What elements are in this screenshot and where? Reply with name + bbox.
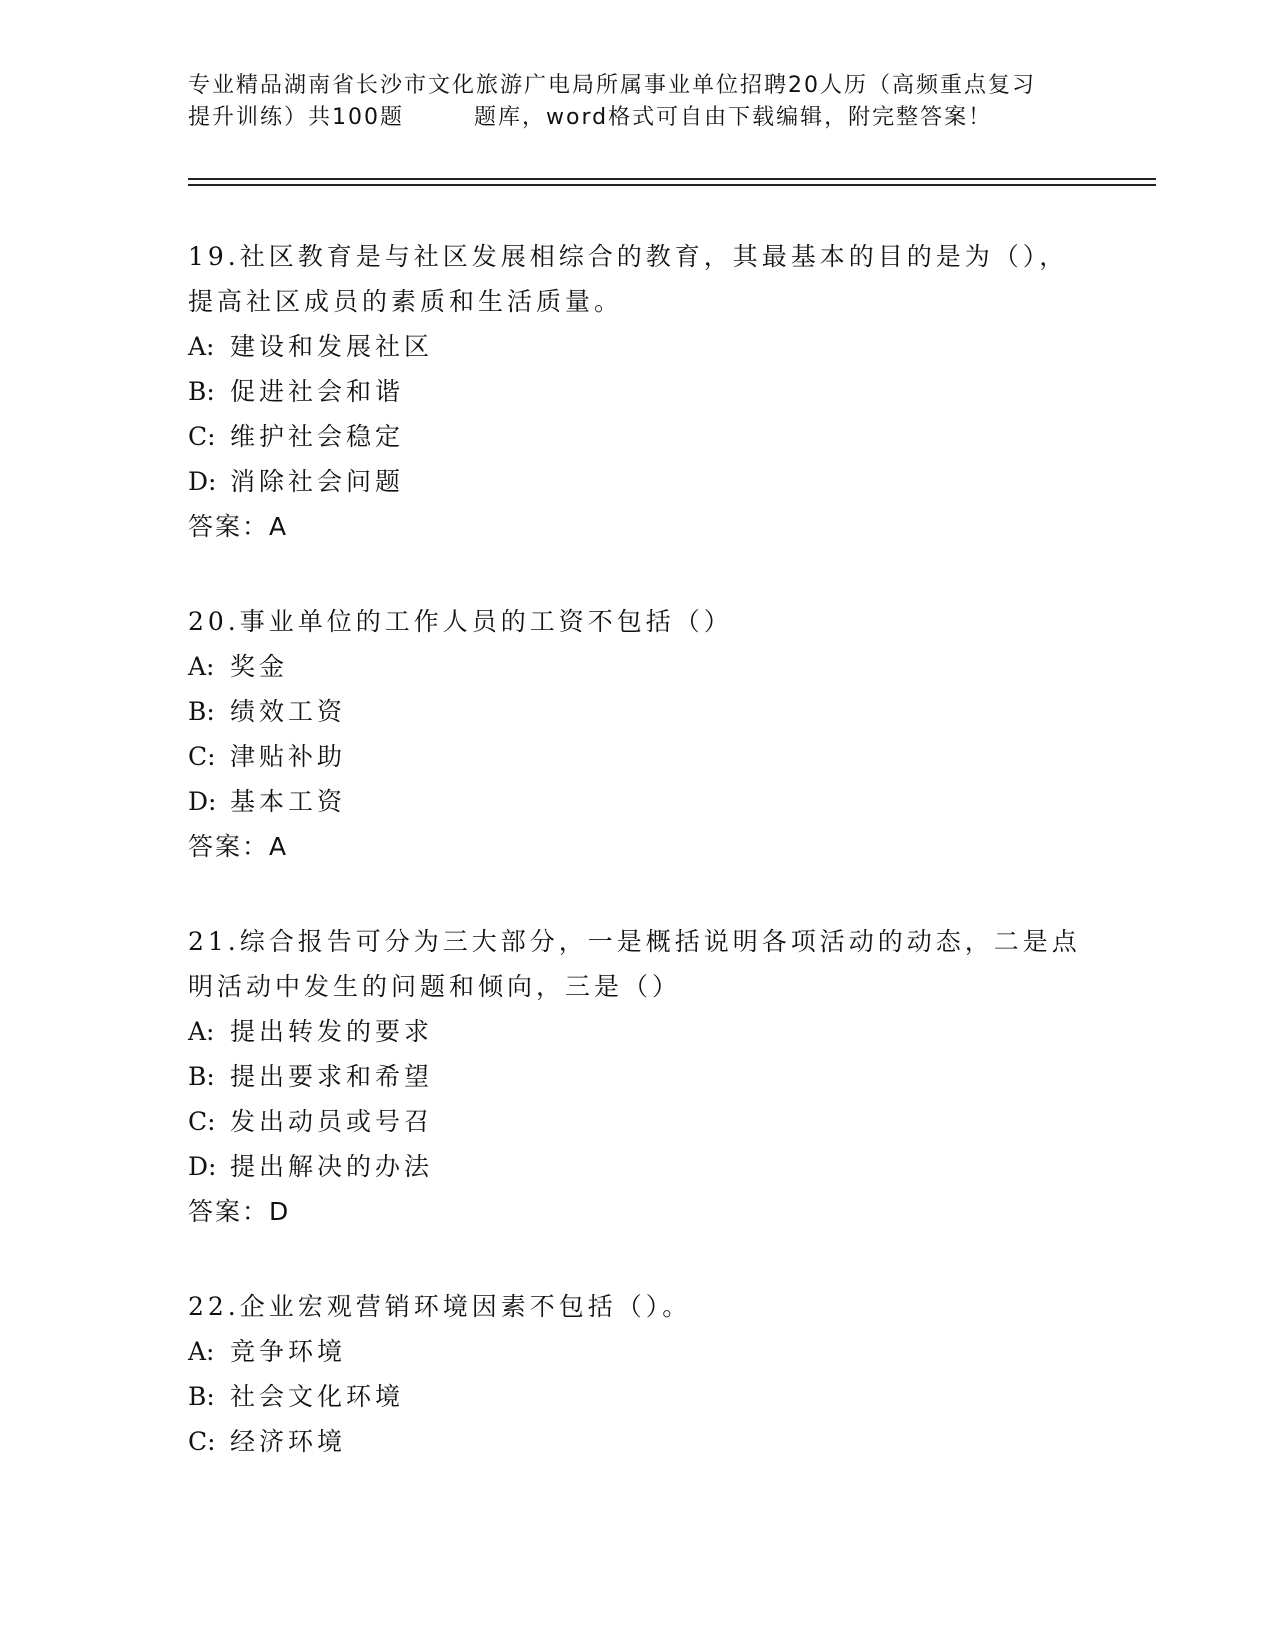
option-letter: B: bbox=[188, 377, 215, 406]
option-text: 奖金 bbox=[230, 652, 289, 681]
option-letter: D: bbox=[188, 467, 217, 496]
option-letter: B: bbox=[188, 1062, 215, 1091]
option-letter: A: bbox=[188, 332, 215, 361]
header-subtitle-right: 题库，word格式可自由下载编辑，附完整答案！ bbox=[474, 105, 993, 130]
answer-line: 答案：D bbox=[188, 1197, 291, 1226]
option-text: 建设和发展社区 bbox=[230, 332, 434, 361]
option-text: 提出转发的要求 bbox=[230, 1017, 434, 1046]
option-letter: B: bbox=[188, 697, 215, 726]
question-text: 21.综合报告可分为三大部分，一是概括说明各项活动的动态，二是点明活动中发生的问题和倾向，三是（） bbox=[188, 927, 1081, 1001]
option-letter: A: bbox=[188, 1337, 215, 1366]
option-text: 竞争环境 bbox=[230, 1337, 347, 1366]
question-22 bbox=[188, 1284, 1088, 1464]
option-c bbox=[188, 1419, 1088, 1464]
question-list bbox=[188, 234, 1088, 1514]
question-21 bbox=[188, 919, 1088, 1234]
option-b bbox=[188, 1054, 1088, 1099]
option-text: 发出动员或号召 bbox=[230, 1107, 434, 1136]
header-title-line: 专业精品湖南省长沙市文化旅游广电局所属事业单位招聘20人历（高频重点复习 bbox=[188, 73, 1036, 98]
option-a bbox=[188, 324, 1088, 369]
option-b bbox=[188, 1374, 1088, 1419]
option-letter: A: bbox=[188, 1017, 215, 1046]
option-letter: C: bbox=[188, 1427, 216, 1456]
option-text: 津贴补助 bbox=[230, 742, 347, 771]
option-letter: B: bbox=[188, 1382, 215, 1411]
question-text: 20.事业单位的工作人员的工资不包括（） bbox=[188, 607, 733, 636]
option-c bbox=[188, 414, 1088, 459]
option-letter: A: bbox=[188, 652, 215, 681]
option-text: 经济环境 bbox=[230, 1427, 347, 1456]
option-letter: C: bbox=[188, 422, 216, 451]
document-header bbox=[188, 70, 1088, 134]
option-text: 社会文化环境 bbox=[230, 1382, 405, 1411]
option-text: 提出要求和希望 bbox=[230, 1062, 434, 1091]
header-subtitle-line bbox=[188, 102, 1088, 134]
question-19 bbox=[188, 234, 1088, 549]
option-text: 提出解决的办法 bbox=[230, 1152, 434, 1181]
header-divider-top bbox=[188, 178, 1156, 180]
option-text: 基本工资 bbox=[230, 787, 347, 816]
option-letter: D: bbox=[188, 1152, 217, 1181]
option-a bbox=[188, 1329, 1088, 1374]
option-text: 绩效工资 bbox=[230, 697, 347, 726]
option-text: 维护社会稳定 bbox=[230, 422, 405, 451]
option-a bbox=[188, 1009, 1088, 1054]
header-divider-bottom bbox=[188, 184, 1156, 186]
option-c bbox=[188, 734, 1088, 779]
header-subtitle-left: 提升训练）共100题 bbox=[188, 105, 404, 130]
option-text: 促进社会和谐 bbox=[230, 377, 405, 406]
option-b bbox=[188, 689, 1088, 734]
option-d bbox=[188, 459, 1088, 504]
option-a bbox=[188, 644, 1088, 689]
option-letter: C: bbox=[188, 742, 216, 771]
option-text: 消除社会问题 bbox=[230, 467, 405, 496]
option-letter: D: bbox=[188, 787, 217, 816]
answer-line: 答案：A bbox=[188, 832, 289, 861]
option-letter: C: bbox=[188, 1107, 216, 1136]
question-text: 19.社区教育是与社区发展相综合的教育，其最基本的目的是为（），提高社区成员的素质和生活质量。 bbox=[188, 242, 1069, 316]
question-text: 22.企业宏观营销环境因素不包括（）。 bbox=[188, 1292, 692, 1321]
option-d bbox=[188, 779, 1088, 824]
answer-line: 答案：A bbox=[188, 512, 289, 541]
option-b bbox=[188, 369, 1088, 414]
option-d bbox=[188, 1144, 1088, 1189]
option-c bbox=[188, 1099, 1088, 1144]
question-20 bbox=[188, 599, 1088, 869]
